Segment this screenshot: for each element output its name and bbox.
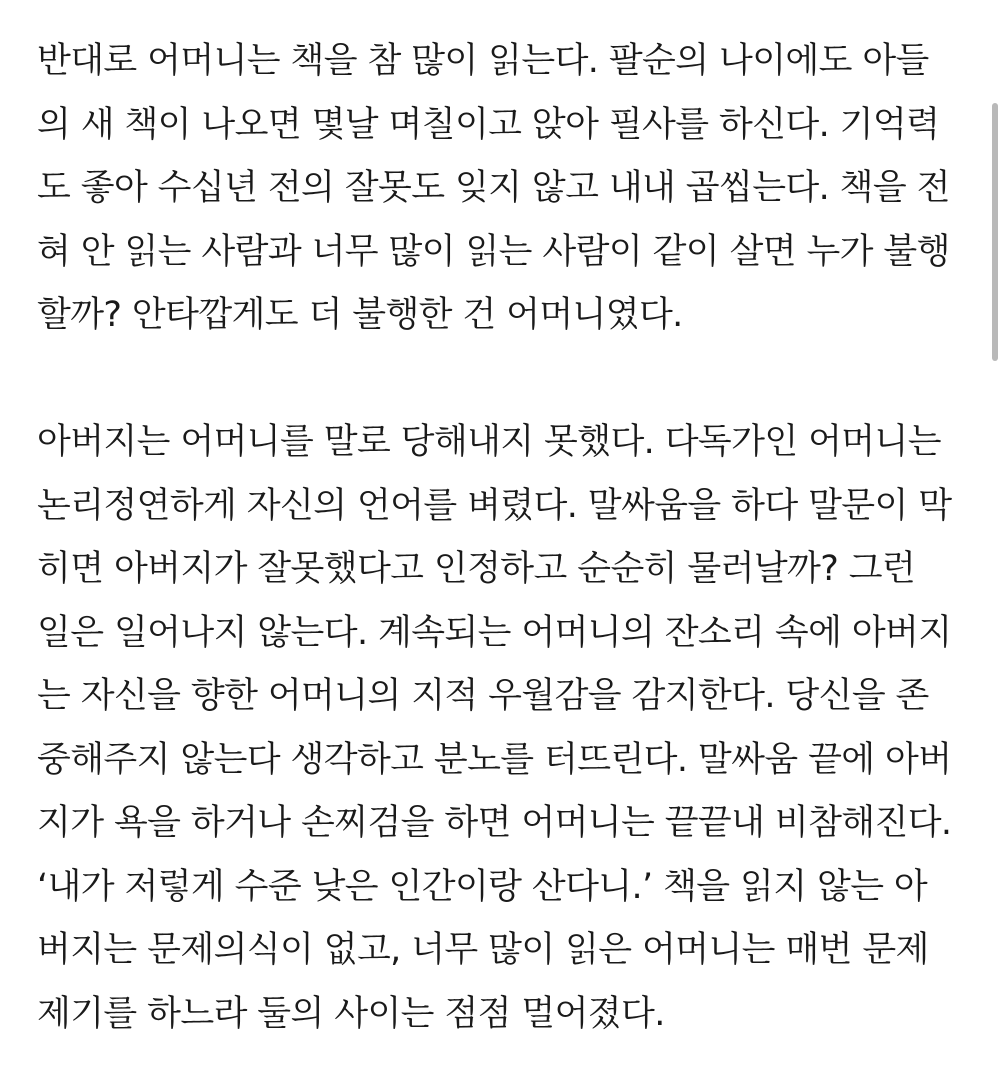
text-line: 는 자신을 향한 어머니의 지적 우월감을 감지한다. 당신을 존	[37, 676, 929, 716]
paragraph-spacer	[37, 348, 977, 412]
text-line: 혀 안 읽는 사람과 너무 많이 읽는 사람이 같이 살면 누가 불행	[37, 231, 950, 272]
text-line: 반대로 어머니는 책을 참 많이 읽는다. 팔순의 나이에도 아들	[37, 41, 929, 81]
text-line: 지가 욕을 하거나 손찌검을 하면 어머니는 끝끝내 비참해진다.	[37, 803, 952, 843]
text-line: 할까? 안타깝게도 더 불행한 건 어머니였다.	[37, 295, 683, 335]
scrollbar-thumb[interactable]	[992, 103, 998, 361]
text-line: 논리정연하게 자신의 언어를 벼렸다. 말싸움을 하다 말문이 막	[37, 485, 952, 526]
scrollbar[interactable]	[986, 0, 1000, 1077]
text-line: 히면 아버지가 잘못했다고 인정하고 순순히 물러날까? 그런	[37, 549, 916, 589]
text-line: 버지는 문제의식이 없고, 너무 많이 읽은 어머니는 매번 문제	[37, 930, 929, 970]
text-line: 도 좋아 수십년 전의 잘못도 잊지 않고 내내 곱씹는다. 책을 전	[37, 168, 950, 208]
article-body	[37, 30, 977, 1046]
text-line: ‘내가 저렇게 수준 낮은 인간이랑 산다니.’ 책을 읽지 않는 아	[37, 866, 928, 907]
paragraph-2	[37, 411, 977, 1046]
text-line: 의 새 책이 나오면 몇날 며칠이고 앉아 필사를 하신다. 기억력	[37, 104, 940, 145]
text-line: 제기를 하느라 둘의 사이는 점점 멀어졌다.	[37, 993, 665, 1034]
paragraph-1	[37, 30, 977, 348]
text-line: 아버지는 어머니를 말로 당해내지 못했다. 다독가인 어머니는	[37, 422, 941, 462]
text-line: 중해주지 않는다 생각하고 분노를 터뜨린다. 말싸움 끝에 아버	[37, 739, 952, 780]
text-line: 일은 일어나지 않는다. 계속되는 어머니의 잔소리 속에 아버지	[37, 612, 952, 653]
